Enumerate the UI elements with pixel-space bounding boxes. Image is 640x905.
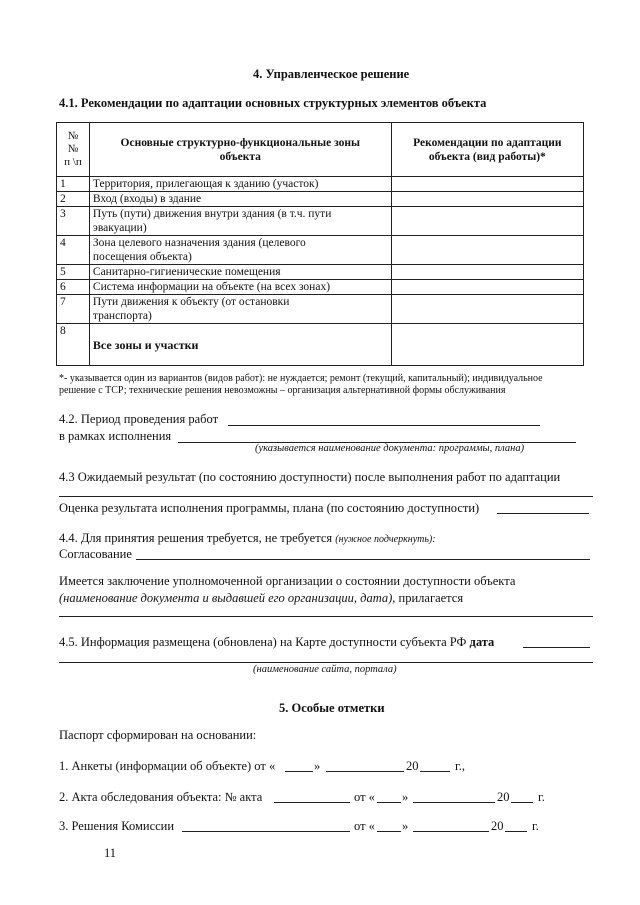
table-row [57,236,584,265]
item-1-quote: » [314,759,321,773]
item-2-year-field[interactable] [511,802,533,803]
item-3-suffix: г. [532,819,539,833]
row-recommendation[interactable] [391,177,583,192]
s43-evaluation-label: Оценка результата исполнения программы, плана (по состоянию доступности) [59,501,480,515]
adaptation-table [56,122,584,366]
table-row [57,207,584,236]
row-zone: Зона целевого назначения здания (целевого посещения объекта) [89,236,391,265]
table-row [57,265,584,280]
section-4-title: 4. Управленческое решение [253,67,410,81]
footnote-line-2: решение с ТСР; технические решения невозможны – организация альтернативной формы обслуживания [59,385,506,396]
row-number: 6 [57,280,90,295]
s45-date-field[interactable] [523,647,590,648]
col-header-number: № № п \п [57,123,90,177]
section-5-intro: Паспорт сформирован на основании: [59,728,257,742]
table-row [57,295,584,324]
s43-evaluation-field[interactable] [497,513,589,514]
s45-site-field[interactable] [59,662,593,663]
row-number: 5 [57,265,90,280]
s45-date-label: дата [469,635,495,649]
item-3-label: 3. Решения Комиссии [59,819,175,833]
row-recommendation[interactable] [391,324,583,366]
row-zone: Территория, прилегающая к зданию (участок) [89,177,391,192]
row-number: 2 [57,192,90,207]
footnote-line-1: *- указывается один из вариантов (видов работ): не нуждается; ремонт (текущий, капитальный); индивидуальное [59,373,543,384]
section-5-title: 5. Особые отметки [279,701,385,715]
item-2-day-field[interactable] [377,802,401,803]
item-2-suffix: г. [538,790,545,804]
item-2-from: от « [354,790,375,804]
row-number: 8 [57,324,90,366]
s44-approval-label: Согласование [59,547,132,561]
s44-conclusion-italic: (наименование документа и выдавшей его организации, дата) [59,591,393,605]
item-2-quote: » [402,790,409,804]
s44-approval-field[interactable] [136,559,590,560]
item-3-commission-field[interactable] [182,831,350,832]
item-3-century: 20 [491,819,504,833]
row-zone: Пути движения к объекту (от остановки транспорта) [89,295,391,324]
s44-conclusion-field[interactable] [59,616,593,617]
s45-info-label [59,635,494,650]
item-1-century: 20 [406,759,419,773]
s44-conclusion-line-2 [59,591,463,606]
row-zone: Все зоны и участки [89,324,391,366]
item-3-day-field[interactable] [377,831,401,832]
item-2-act-number-field[interactable] [274,802,350,803]
row-zone: Санитарно-гигиенические помещения [89,265,391,280]
s42-execution-label: в рамках исполнения [59,429,172,443]
row-number: 4 [57,236,90,265]
s42-period-label: 4.2. Период проведения работ [59,412,219,426]
row-zone: Вход (входы) в здание [89,192,391,207]
table-row [57,280,584,295]
s44-decision-label [59,531,436,546]
row-recommendation[interactable] [391,265,583,280]
item-3-year-field[interactable] [505,831,527,832]
table-header-row [57,123,584,177]
row-recommendation[interactable] [391,192,583,207]
row-zone: Путь (пути) движения внутри здания (в т.ч. пути эвакуации) [89,207,391,236]
row-recommendation[interactable] [391,295,583,324]
row-number: 1 [57,177,90,192]
col-header-recommendations: Рекомендации по адаптации объекта (вид работы)* [391,123,583,177]
item-3-month-field[interactable] [413,831,489,832]
table-row [57,177,584,192]
item-1-suffix: г., [455,759,465,773]
s44-conclusion-line: Имеется заключение уполномоченной организации о состоянии доступности объекта [59,574,516,588]
row-recommendation[interactable] [391,236,583,265]
s44-decision-text: 4.4. Для принятия решения требуется, не требуется [59,531,333,545]
s43-result-field[interactable] [59,496,593,497]
s43-expected-result: 4.3 Ожидаемый результат (по состоянию доступности) после выполнения работ по адаптации [59,470,561,484]
col-header-zones: Основные структурно-функциональные зоны объекта [89,123,391,177]
item-1-day-field[interactable] [285,771,313,772]
row-recommendation[interactable] [391,207,583,236]
s44-conclusion-rest: , прилагается [392,591,464,605]
row-recommendation[interactable] [391,280,583,295]
row-number: 3 [57,207,90,236]
item-3-from: от « [354,819,375,833]
s45-info-text: 4.5. Информация размещена (обновлена) на Карте доступности субъекта РФ [59,635,467,649]
item-1-year-field[interactable] [420,771,450,772]
s44-decision-hint: (нужное подчеркнуть): [335,534,436,545]
s42-hint: (указывается наименование документа: программы, плана) [255,443,525,454]
item-2-month-field[interactable] [413,802,495,803]
row-zone: Система информации на объекте (на всех зонах) [89,280,391,295]
item-2-century: 20 [497,790,510,804]
item-1-month-field[interactable] [326,771,404,772]
page-number: 11 [104,846,117,860]
table-row [57,192,584,207]
s45-hint: (наименование сайта, портала) [253,664,397,675]
s42-period-field[interactable] [228,425,540,426]
item-1-label: 1. Анкеты (информации об объекте) от « [59,759,276,773]
table-row [57,324,584,366]
section-4-1-subtitle: 4.1. Рекомендации по адаптации основных структурных элементов объекта [59,96,487,110]
item-3-quote: » [402,819,409,833]
row-number: 7 [57,295,90,324]
item-2-label: 2. Акта обследования объекта: № акта [59,790,263,804]
